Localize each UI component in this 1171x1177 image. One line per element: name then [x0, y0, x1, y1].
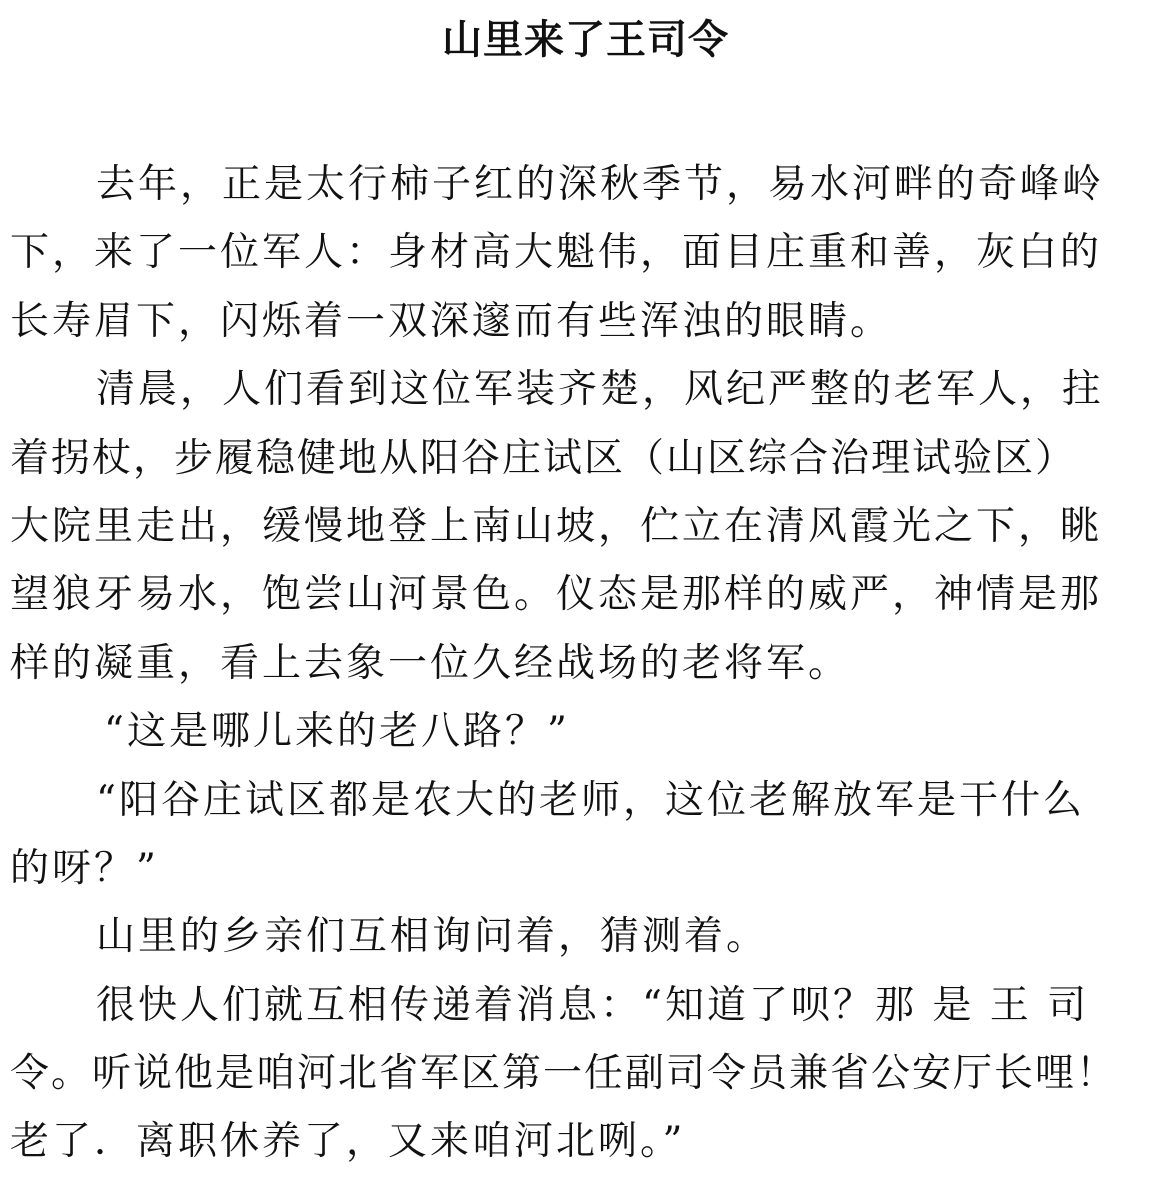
text-line: 大院里走出，缓慢地登上南山坡，伫立在清风霞光之下，眺	[10, 503, 1103, 549]
text-line: 山里的乡亲们互相询问着，猜测着。	[96, 914, 769, 960]
text-line: “阳谷庄试区都是农大的老师，这位老解放军是干什么	[96, 777, 1085, 823]
text-line: 很快人们就互相传递着消息：“知道了呗？那 是 王 司	[96, 982, 1090, 1028]
text-line: 样的凝重，看上去象一位久经战场的老将军。	[10, 640, 851, 686]
text-line: “这是哪儿来的老八路？”	[104, 709, 570, 755]
article-title: 山里来了王司令	[442, 17, 729, 63]
text-line: 去年，正是太行柿子红的深秋季节，易水河畔的奇峰岭	[96, 162, 1105, 207]
text-line: 着拐杖，步履稳健地从阳谷庄试区（山区综合治理试验区）	[10, 435, 1077, 481]
article-body	[10, 151, 1166, 1177]
text-line: 长寿眉下，闪烁着一双深邃而有些浑浊的眼睛。	[10, 298, 893, 344]
text-line: 清晨，人们看到这位军装齐楚，风纪严整的老军人，拄	[96, 367, 1105, 413]
text-line: 令。听说他是咱河北省军区第一任副司令员兼省公安厅长哩！	[10, 1051, 1118, 1097]
text-line: 老了．离职休养了，又来咱河北咧。”	[10, 1119, 686, 1165]
text-line: 的呀？”	[10, 845, 159, 891]
text-line: 下，来了一位军人：身材高大魁伟，面目庄重和善，灰白的	[10, 230, 1103, 276]
text-line: 望狼牙易水，饱尝山河景色。仪态是那样的威严，神情是那	[10, 572, 1103, 618]
